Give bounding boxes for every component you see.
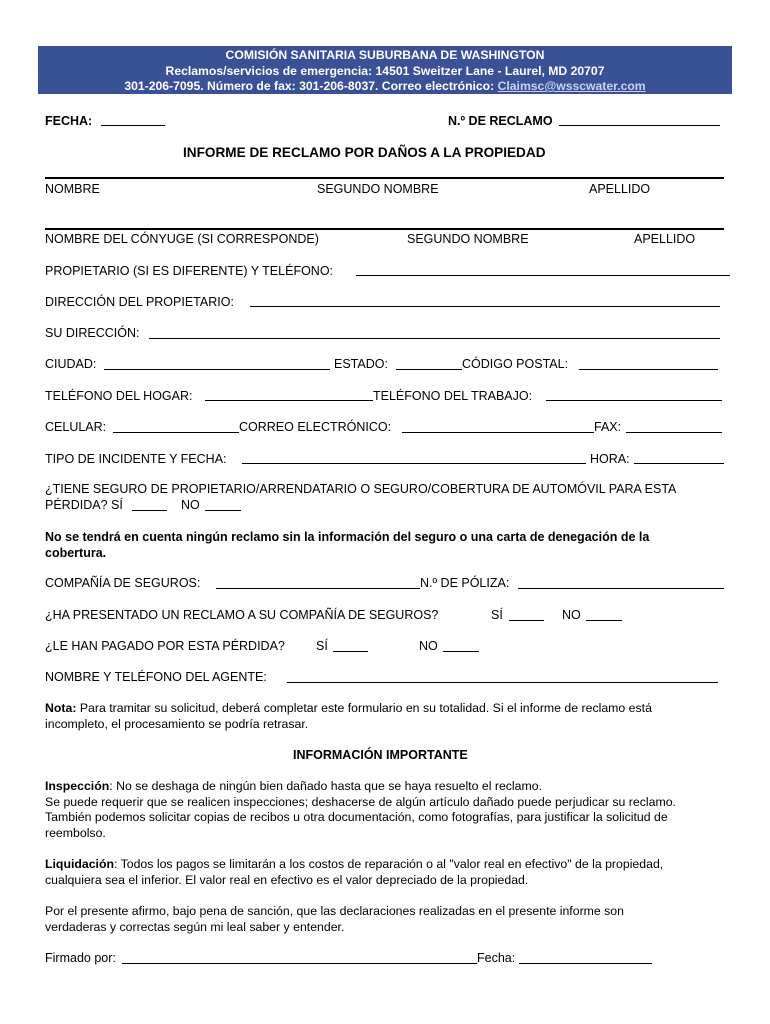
signature-date-label: Fecha: [477,951,516,965]
city-field[interactable] [104,369,330,370]
signature-field[interactable] [122,963,477,964]
agent-label: NOMBRE Y TELÉFONO DEL AGENTE: [45,670,267,684]
claim-number-field[interactable] [559,125,720,126]
filed-claim-si-label: SÍ [491,608,503,622]
warning-line1: No se tendrá en cuenta ningún reclamo sin la información del seguro o una carta de denegación de la [45,530,650,544]
time-label: HORA: [590,452,630,466]
inspection-line4: reembolso. [45,825,106,840]
filed-claim-label: ¿HA PRESENTADO UN RECLAMO A SU COMPAÑÍA DE SEGUROS? [45,608,439,622]
note-line2: incompleto, el procesamiento se podría retrasar. [45,716,309,731]
state-label: ESTADO: [334,357,388,371]
filed-claim-no-label: NO [562,608,581,622]
email-field[interactable] [402,432,594,433]
incident-field[interactable] [242,463,586,464]
warning-line2: cobertura. [45,546,107,560]
your-address-label: SU DIRECCIÓN: [45,326,140,340]
fax-field[interactable] [626,432,722,433]
claim-number-label: N.º DE RECLAMO [448,114,553,128]
policy-field[interactable] [518,588,724,589]
filed-claim-no-field[interactable] [586,620,622,621]
email-label: CORREO ELECTRÓNICO: [239,420,392,434]
home-phone-field[interactable] [205,400,373,401]
form-title: INFORME DE RECLAMO POR DAÑOS A LA PROPIEDAD [183,145,546,160]
insurer-label: COMPAÑÍA DE SEGUROS: [45,576,201,590]
org-name: COMISIÓN SANITARIA SUBURBANA DE WASHINGTON [225,48,545,62]
insurance-no-field[interactable] [205,510,241,511]
spouse-middle-label: SEGUNDO NOMBRE [407,232,529,246]
inspection-line3: También podemos solicitar copias de recibos u otra documentación, como fotografías, para justificar la solicitud de [45,810,668,824]
settlement-line1: : Todos los pagos se limitarán a los costos de reparación o al "valor real en efectivo" de la propiedad, [114,857,664,871]
important-info-title: INFORMACIÓN IMPORTANTE [293,748,468,762]
affirmation-paragraph [45,904,735,935]
inspection-label: Inspección [45,779,110,793]
inspection-paragraph [45,779,735,841]
insurance-question-si-label: PÉRDIDA? SÍ [45,498,123,512]
owner-label: PROPIETARIO (SI ES DIFERENTE) Y TELÉFONO: [45,264,334,278]
settlement-label: Liquidación [45,857,114,871]
zip-field[interactable] [579,369,718,370]
spouse-name-field[interactable] [45,228,724,230]
inspection-line2: Se puede requerir que se realicen inspecciones; deshacerse de algún artículo dañado puede perjudicar su reclamo. [45,794,676,809]
agent-field[interactable] [287,682,718,683]
insurance-question-no-label: NO [181,498,200,512]
owner-field[interactable] [356,275,730,276]
insurance-yes-field[interactable] [132,510,167,511]
nombre-label: NOMBRE [45,182,100,196]
note-paragraph [45,701,735,732]
city-label: CIUDAD: [45,357,97,371]
insurance-question: ¿TIENE SEGURO DE PROPIETARIO/ARRENDATARIO O SEGURO/COBERTURA DE AUTOMÓVIL PARA ESTA [45,482,677,496]
fecha-field[interactable] [101,125,165,126]
header-address: Reclamos/servicios de emergencia: 14501 Sweitzer Lane - Laurel, MD 20707 [165,63,605,78]
segundo-nombre-label: SEGUNDO NOMBRE [317,182,439,196]
inspection-line1: : No se deshaga de ningún bien dañado hasta que se haya resuelto el reclamo. [109,779,542,793]
home-phone-label: TELÉFONO DEL HOGAR: [45,389,193,403]
work-phone-label: TELÉFONO DEL TRABAJO: [373,389,533,403]
spouse-name-label: NOMBRE DEL CÓNYUGE (SI CORRESPONDE) [45,232,319,246]
note-label: Nota: [45,701,77,715]
paid-yes-field[interactable] [333,651,368,652]
apellido-label: APELLIDO [589,182,651,196]
header-phones: 301-206-7095. Número de fax: 301-206-8037. Correo electrónico: [124,79,495,93]
owner-address-label: DIRECCIÓN DEL PROPIETARIO: [45,295,234,309]
paid-label: ¿LE HAN PAGADO POR ESTA PÉRDIDA? [45,639,285,653]
settlement-paragraph [45,857,735,888]
header-banner [38,46,732,94]
fecha-label: FECHA: [45,114,93,128]
insurer-field[interactable] [216,588,420,589]
spouse-last-label: APELLIDO [634,232,696,246]
time-field[interactable] [634,463,724,464]
paid-no-label: NO [419,639,438,653]
email-link[interactable]: Claimsc@wsscwater.com [497,79,646,93]
cell-field[interactable] [113,432,239,433]
incident-label: TIPO DE INCIDENTE Y FECHA: [45,452,227,466]
policy-label: N.º DE PÓLIZA: [420,576,510,590]
paid-no-field[interactable] [443,651,479,652]
filed-claim-yes-field[interactable] [509,620,544,621]
paid-si-label: SÍ [316,639,328,653]
affirmation-line1: Por el presente afirmo, bajo pena de sanción, que las declaraciones realizadas en el presente informe son [45,904,624,918]
note-line1: Para tramitar su solicitud, deberá completar este formulario en su totalidad. Si el informe de reclamo está [76,701,652,715]
your-address-field[interactable] [149,338,720,339]
zip-label: CÓDIGO POSTAL: [462,357,569,371]
work-phone-field[interactable] [546,400,722,401]
signed-by-label: Firmado por: [45,951,116,965]
name-field[interactable] [45,177,724,179]
affirmation-line2: verdaderas y correctas según mi leal saber y entender. [45,919,345,934]
signature-date-field[interactable] [519,963,652,964]
fax-label: FAX: [594,420,622,434]
state-field[interactable] [396,369,462,370]
settlement-line2: cualquiera sea el inferior. El valor real en efectivo es el valor depreciado de la propiedad. [45,872,529,887]
header-contact [38,79,732,95]
cell-label: CELULAR: [45,420,107,434]
owner-address-field[interactable] [250,306,720,307]
